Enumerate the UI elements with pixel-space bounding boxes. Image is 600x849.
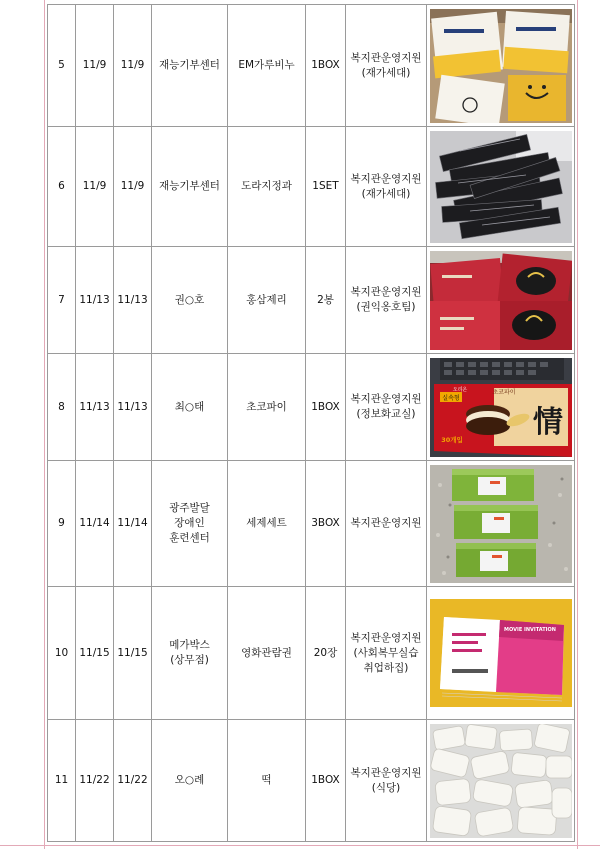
receipt-date: 11/22 [76,720,114,842]
row-number: 6 [48,127,76,247]
donor-line: 장애인 [174,517,205,529]
quantity: 1SET [306,127,346,247]
quantity: 1BOX [306,354,346,461]
item-photo-cell [427,5,575,127]
donor-line: 광주발달 [169,502,210,514]
recipient-line: (사회복무실습 [353,646,419,659]
table-row [48,127,575,247]
choco-pie-count: 30개입 [441,435,463,444]
movie-ticket-label: MOVIE INVITATION [504,627,556,633]
item-name: 초코파이 [228,354,306,461]
choco-pie-flavor: 실속형 [442,394,460,402]
receipt-date: 11/13 [76,354,114,461]
em-powder-soap-photo [430,9,572,123]
donor [152,461,228,587]
detergent-set-photo [430,465,572,583]
donor: 재능기부센터 [152,127,228,247]
donor-line: 훈련센터 [169,532,210,544]
recipient-line: 복지관운영지원 [350,631,422,644]
recipient-line: (재가세대) [361,187,411,200]
donor: 권○호 [152,247,228,354]
item-name: 떡 [228,720,306,842]
item-photo-cell [427,587,575,720]
row-number: 9 [48,461,76,587]
delivery-date: 11/9 [114,127,152,247]
table-row [48,5,575,127]
table-row [48,247,575,354]
donation-table [47,4,575,842]
choco-pie-photo [430,358,572,457]
table-row [48,354,575,461]
recipient-line: 복지관운영지원 [350,766,422,779]
recipient-line: 복지관운영지원 [350,51,422,64]
receipt-date: 11/15 [76,587,114,720]
recipient-line: 복지관운영지원 [350,172,422,185]
donor-line: 메가박스 [169,639,210,651]
recipient-line: (재가세대) [361,66,411,79]
delivery-date: 11/15 [114,587,152,720]
recipient-line: 취업하집) [363,661,409,674]
delivery-date: 11/14 [114,461,152,587]
bottom-margin-guide [0,845,600,846]
recipient-line: 복지관운영지원 [350,393,422,405]
item-photo-cell [427,720,575,842]
item-name: 영화관람권 [228,587,306,720]
delivery-date: 11/13 [114,247,152,354]
choco-pie-box-label: 초코파이 [492,388,516,396]
delivery-date: 11/13 [114,354,152,461]
recipient-line: 복지관운영지원 [350,517,422,529]
red-ginseng-jelly-photo [430,251,572,350]
table-row [48,461,575,587]
movie-ticket-photo [430,599,572,707]
recipient [346,127,427,247]
recipient-line: (정보화교실) [356,408,416,420]
choco-pie-character: 情 [533,404,563,440]
item-photo-cell [427,461,575,587]
item-name: EM가루비누 [228,5,306,127]
row-number: 5 [48,5,76,127]
left-margin-guide [44,0,45,849]
donor [152,587,228,720]
row-number: 8 [48,354,76,461]
recipient [346,354,427,461]
row-number: 11 [48,720,76,842]
recipient [346,247,427,354]
row-number: 10 [48,587,76,720]
quantity: 3BOX [306,461,346,587]
recipient [346,461,427,587]
receipt-date: 11/13 [76,247,114,354]
delivery-date: 11/9 [114,5,152,127]
donor: 최○태 [152,354,228,461]
item-name: 도라지정과 [228,127,306,247]
item-name: 세제세트 [228,461,306,587]
quantity: 2봉 [306,247,346,354]
recipient [346,5,427,127]
table-row [48,720,575,842]
donor: 오○례 [152,720,228,842]
recipient-line: (권익옹호팀) [356,301,416,313]
choco-pie-brand: 오리온 [452,386,468,393]
row-number: 7 [48,247,76,354]
recipient [346,587,427,720]
item-photo-cell [427,127,575,247]
quantity: 1BOX [306,5,346,127]
item-photo-cell [427,247,575,354]
item-photo-cell [427,354,575,461]
recipient-line: 복지관운영지원 [350,286,422,298]
quantity: 1BOX [306,720,346,842]
recipient [346,720,427,842]
item-name: 홍삼제리 [228,247,306,354]
receipt-date: 11/9 [76,127,114,247]
donor-line: (상무점) [170,654,209,666]
right-margin-guide [577,0,578,849]
donor: 재능기부센터 [152,5,228,127]
quantity: 20장 [306,587,346,720]
bellflower-sweets-photo [430,131,572,243]
receipt-date: 11/9 [76,5,114,127]
recipient-line: (식당) [371,781,401,794]
delivery-date: 11/22 [114,720,152,842]
table-row [48,587,575,720]
receipt-date: 11/14 [76,461,114,587]
rice-cake-photo [430,724,572,838]
